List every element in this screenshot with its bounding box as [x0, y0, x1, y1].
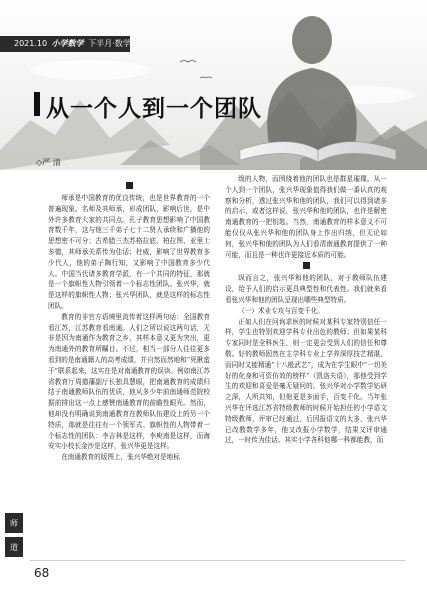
author-line: ◇严 清 — [36, 158, 61, 167]
page-number: 68 — [34, 566, 50, 580]
left-column — [48, 180, 210, 463]
issue-date: 2021.10 — [14, 39, 48, 48]
edition-label: 下半月·数学 — [88, 39, 131, 48]
paragraph: 师承是中国教育的优良传统，也是世界教育的一个普遍现象。名师及其师承，形成团队，影响后世，是中外许多教育大家的共同点。孔子教育思想影响了中国教育数千年，这与他三千弟子七十二贤人承续和广播他的思想密不可分；古希腊三杰苏格拉底、柏拉图、亚里士多德，其师承关系传为佳话；杜威，影响了世界教育多少代人，他的弟子陶行知，又影响了中国教育多少代人。中国当代诸多教育学派，有一个共同的特征，那就是一个旗帜性人物引领着一个标志性团队。张兴华，就是这样的旗帜性人物；张兴华团队，就是这样的标志性团队。 — [48, 194, 210, 310]
right-column — [225, 174, 387, 446]
header-text — [14, 38, 131, 49]
side-tab-dao: 道 — [5, 537, 23, 557]
side-tab-shi: 师 — [5, 513, 23, 533]
ink-landscape-illustration — [0, 0, 427, 170]
subheading: （一）术业专攻与百变千化。 — [238, 306, 324, 315]
paragraph: 纵而言之，张兴华和他的团队，对于教师队伍建设，给予人们的启示更具典型性和代表性。我们就来看看张兴华和他的团队呈现出哪些典型特质。 — [225, 274, 387, 304]
title-accent-bar — [34, 92, 40, 116]
header-banner — [0, 0, 427, 170]
section-marker — [303, 262, 310, 269]
paragraph: 教育的非官方语境里流传着这样两句话：全国教育看江苏，江苏教育看南通。人们之所以说这两句话，无非是因为南通作为教育之乡，其样本意义更为突出，更为南通外的教育所瞩目。不过，相当一部分人往往更多看到的是南通籍人的高考成绩，并自然而然地和“死揪蛮干”联系起来，这实在是对南通教育的误读。例如南江苏省教育厅周德藩副厅长独具慧眼，把南通教育的成绩归结于南通教师队伍的优质，他从多少年前南通师范院校据前排出这一点上感赞南通教育的前瞻性眼光。然而，他却没有明确说到南通教育在教师队伍建设上的另一个特质，那就是往往有一个领军式、旗帜性的人物带着一个标志性的团队：李吉林是这样，李庾南是这样，而海安实小校长金沙是这样，张兴华更是这样。 — [48, 312, 210, 451]
paragraph: 正如人们在问询求医的时候对某科专家特别信任一样，学生也特别欢迎学科专业出色的教师；但如果某科专家同时是全科医生，则一定更会受到人们的信任和尊敬。好的教师固然在主学科专业上学养深厚技艺精湛，而同时又能精通“十八般武艺”，成为在学生眼中“一切美好的化身和可资仿效的榜样”（凯洛夫语），那他受到学生的欢迎和喜爱是毫无疑问的。张兴华对小学数学钻研之深，人所共知，但他更是多面手，百变千化。当年张兴华在评选江苏省特级教师的时候开始担任的小学语文特级教师，评审已经通过，后因报语文的太多，张兴华已改教数学多年，他又改报小学数学，结果又评审通过，一时传为佳话。其实小学各科他哪一科都能教，而 — [225, 317, 387, 445]
title-block — [0, 88, 260, 120]
paragraph: 在南通教育的版图上，张兴华绝对是地标 — [61, 453, 180, 462]
footer-divider — [30, 560, 405, 561]
section-marker — [126, 182, 133, 189]
article-title: 从一个人到一个团队 — [46, 96, 262, 122]
paragraph: 级的人物，而围绕着他的团队也是群星璀璨。从一个人到一个团队，张兴华现象值得我们做一番认真的观察和分析，透过张兴华和他的团队，我们可以得到诸多的启示，或者这样说，张兴华和他的团队，也许是解密南通教育的一把钥匙。当然，南通教育的样本意义不可能仅仅从张兴华和他的团队身上作出归纳，但无论如何，张兴华和他的团队为人们看清南通教育提供了一种可能，而且是一种也许更接近本质的可能。 — [225, 175, 387, 259]
magazine-name: 小学数学 — [51, 39, 84, 48]
